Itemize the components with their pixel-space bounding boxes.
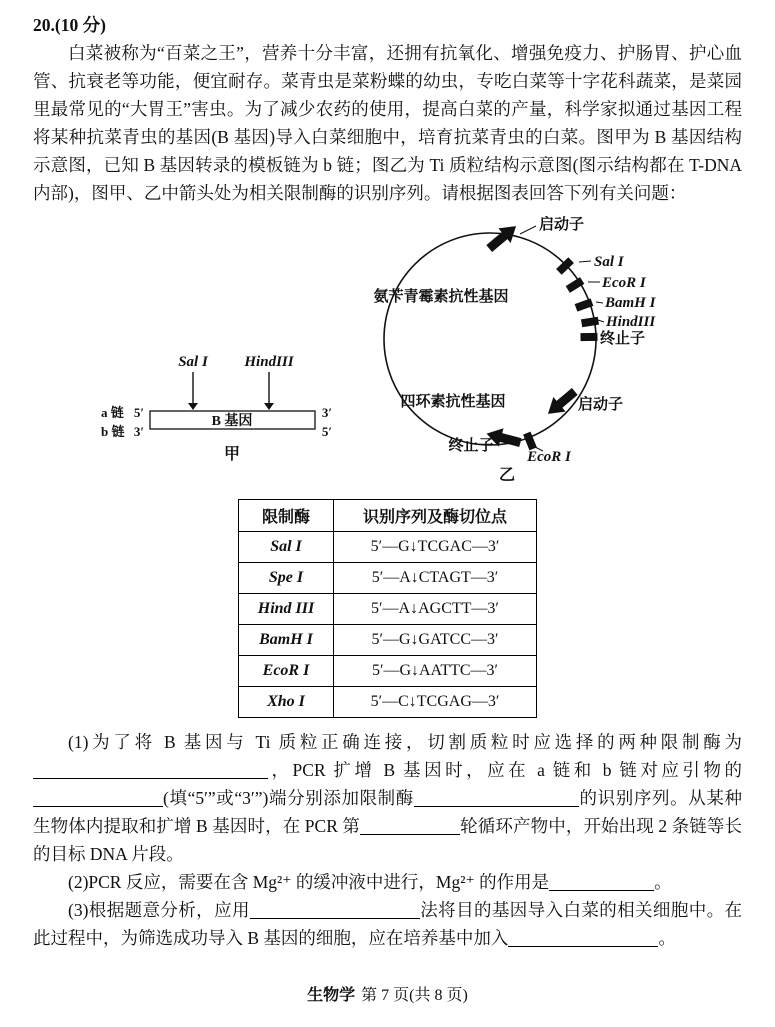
enzyme-name-cell: BamH I: [239, 625, 334, 656]
question-3-text: 。: [658, 928, 676, 948]
enzyme-name-cell: EcoR I: [239, 656, 334, 687]
promoter-right-label: 启动子: [578, 397, 624, 413]
question-1-text: (1)为了将 B 基因与 Ti 质粒正确连接，切割质粒时应选择的两种限制酶为: [68, 732, 742, 752]
bamh-pointer-line: [596, 302, 603, 303]
question-1-text: 轮循环产物中，开始出现 2 条链等长的目标 DNA 片段。: [33, 816, 743, 864]
hind-site-icon: [581, 317, 599, 328]
amp-resistance-gene-label: 氨苄青霉素抗性基因: [373, 289, 509, 305]
jia-b-right-label: 5′: [321, 424, 333, 439]
enzyme-name-cell: Sal I: [239, 532, 334, 563]
question-1-text: ，PCR 扩增 B 基因时，应在 a 链和 b 链对应引物的: [268, 760, 742, 780]
question-3-text: 法将目的基因导入白菜的相关细胞中。在此过程中，为筛选成功导入 B 基因的细胞，应在培养基中加入: [33, 900, 743, 948]
promoter-top-pointer-line: [520, 226, 536, 234]
page-footer: [0, 982, 775, 1005]
sal-pointer-line: [579, 261, 591, 262]
jia-b-chain-label: b 链: [101, 424, 125, 439]
question-intro: 白菜被称为“百菜之王”，营养十分丰富，还拥有抗氧化、增强免疫力、护肠胃、护心血管、抗衰老等功能，便宜耐存。菜青虫是菜粉蝶的幼虫，专吃白菜等十字花科蔬菜，是菜园里最常见的“大胃王”害虫。为了减少农药的使用，提高白菜的产量，科学家拟通过基因工程将某种抗菜青虫的基因(B 基因)导入白菜细胞中，培育抗菜青虫的白菜。图甲为 B 基因结构示意图，已知 B 基因转录的模板链为 b 链；图乙为 Ti 质粒结构示意图(图示结构都在 T-DNA 内部)，图甲、乙中箭头处为相关限制酶的识别序列。请根据图表回答下列有关问题：: [33, 43, 742, 203]
table-row: [239, 532, 537, 563]
question-1-text: 的识别序列。从某种生物体内提取和扩增 B 基因时，在 PCR 第: [33, 788, 743, 836]
answer-blank: [414, 789, 579, 807]
footer-page-info: 第 7 页(共 8 页): [361, 987, 468, 1004]
hind-pointer-line: [598, 320, 604, 322]
answer-blank: [33, 789, 163, 807]
jia-caption: 甲: [223, 446, 241, 463]
table-header-row: [239, 500, 537, 532]
hind-label: HindIII: [606, 314, 656, 330]
answer-blank: [549, 873, 654, 891]
table-row: [239, 687, 537, 718]
jia-hind-label: HindIII: [244, 354, 294, 370]
answer-blank: [250, 901, 420, 919]
jia-hind-arrowhead-icon: [264, 403, 274, 410]
sequence-cell: 5′—A↓AGCTT—3′: [334, 594, 537, 625]
enzyme-name-cell: Hind III: [239, 594, 334, 625]
question-1: [33, 728, 742, 868]
terminator-right-label: 终止子: [600, 331, 646, 347]
question-2: [33, 868, 742, 896]
jia-a-right-label: 3′: [321, 405, 333, 420]
sal-label: Sal I: [594, 254, 624, 270]
terminator-bottom-label: 终止子: [448, 438, 494, 454]
footer-subject: 生物学: [307, 987, 356, 1004]
answer-blank: [508, 929, 658, 947]
table-row: [239, 594, 537, 625]
jia-sal-label: Sal I: [178, 354, 208, 370]
sequence-cell: 5′—G↓TCGAC—3′: [334, 532, 537, 563]
jia-gene-label: B 基因: [211, 414, 253, 429]
table-row: [239, 563, 537, 594]
bamh-label: BamH I: [605, 295, 656, 311]
sequence-cell: 5′—A↓CTAGT—3′: [334, 563, 537, 594]
table-row: [239, 625, 537, 656]
promoter-top-label: 启动子: [539, 217, 585, 233]
jia-b-left-label: 3′: [133, 424, 145, 439]
col-header-enzyme: 限制酶: [239, 500, 334, 532]
question-1-text: (填“5′”或“3′”)端分别添加限制酶: [163, 788, 414, 808]
col-header-sequence: 识别序列及酶切位点: [334, 500, 537, 532]
ecor-bottom-label: EcoR I: [527, 449, 571, 465]
yi-caption: 乙: [498, 467, 516, 484]
table-row: [239, 656, 537, 687]
answer-blank: [360, 817, 460, 835]
jia-sal-arrowhead-icon: [188, 403, 198, 410]
sequence-cell: 5′—G↓GATCC—3′: [334, 625, 537, 656]
ecor-site-icon: [566, 277, 585, 293]
enzyme-name-cell: Xho I: [239, 687, 334, 718]
bamh-site-icon: [575, 298, 594, 311]
sequence-cell: 5′—G↓AATTC—3′: [334, 656, 537, 687]
terminator-right-site-icon: [580, 333, 597, 341]
tet-resistance-gene-label: 四环素抗性基因: [400, 394, 506, 410]
jia-a-left-label: 5′: [133, 405, 145, 420]
sequence-cell: 5′—C↓TCGAG—3′: [334, 687, 537, 718]
sub-questions: [33, 728, 742, 952]
question-3: [33, 896, 742, 952]
figure-diagram: [33, 209, 742, 489]
promoter-top-arrow-icon: [483, 219, 522, 256]
ecor-label: EcoR I: [602, 275, 646, 291]
question-number: 20.(10 分): [33, 15, 106, 35]
restriction-enzyme-table: [238, 499, 537, 718]
enzyme-name-cell: Spe I: [239, 563, 334, 594]
answer-blank: [33, 761, 268, 779]
jia-a-chain-label: a 链: [101, 405, 124, 420]
question-2-text: 。: [654, 872, 672, 892]
sal-site-icon: [556, 257, 574, 275]
question-2-text: (2)PCR 反应，需要在含 Mg²⁺ 的缓冲液中进行，Mg²⁺ 的作用是: [68, 872, 550, 892]
question-3-text: (3)根据题意分析，应用: [68, 900, 250, 920]
